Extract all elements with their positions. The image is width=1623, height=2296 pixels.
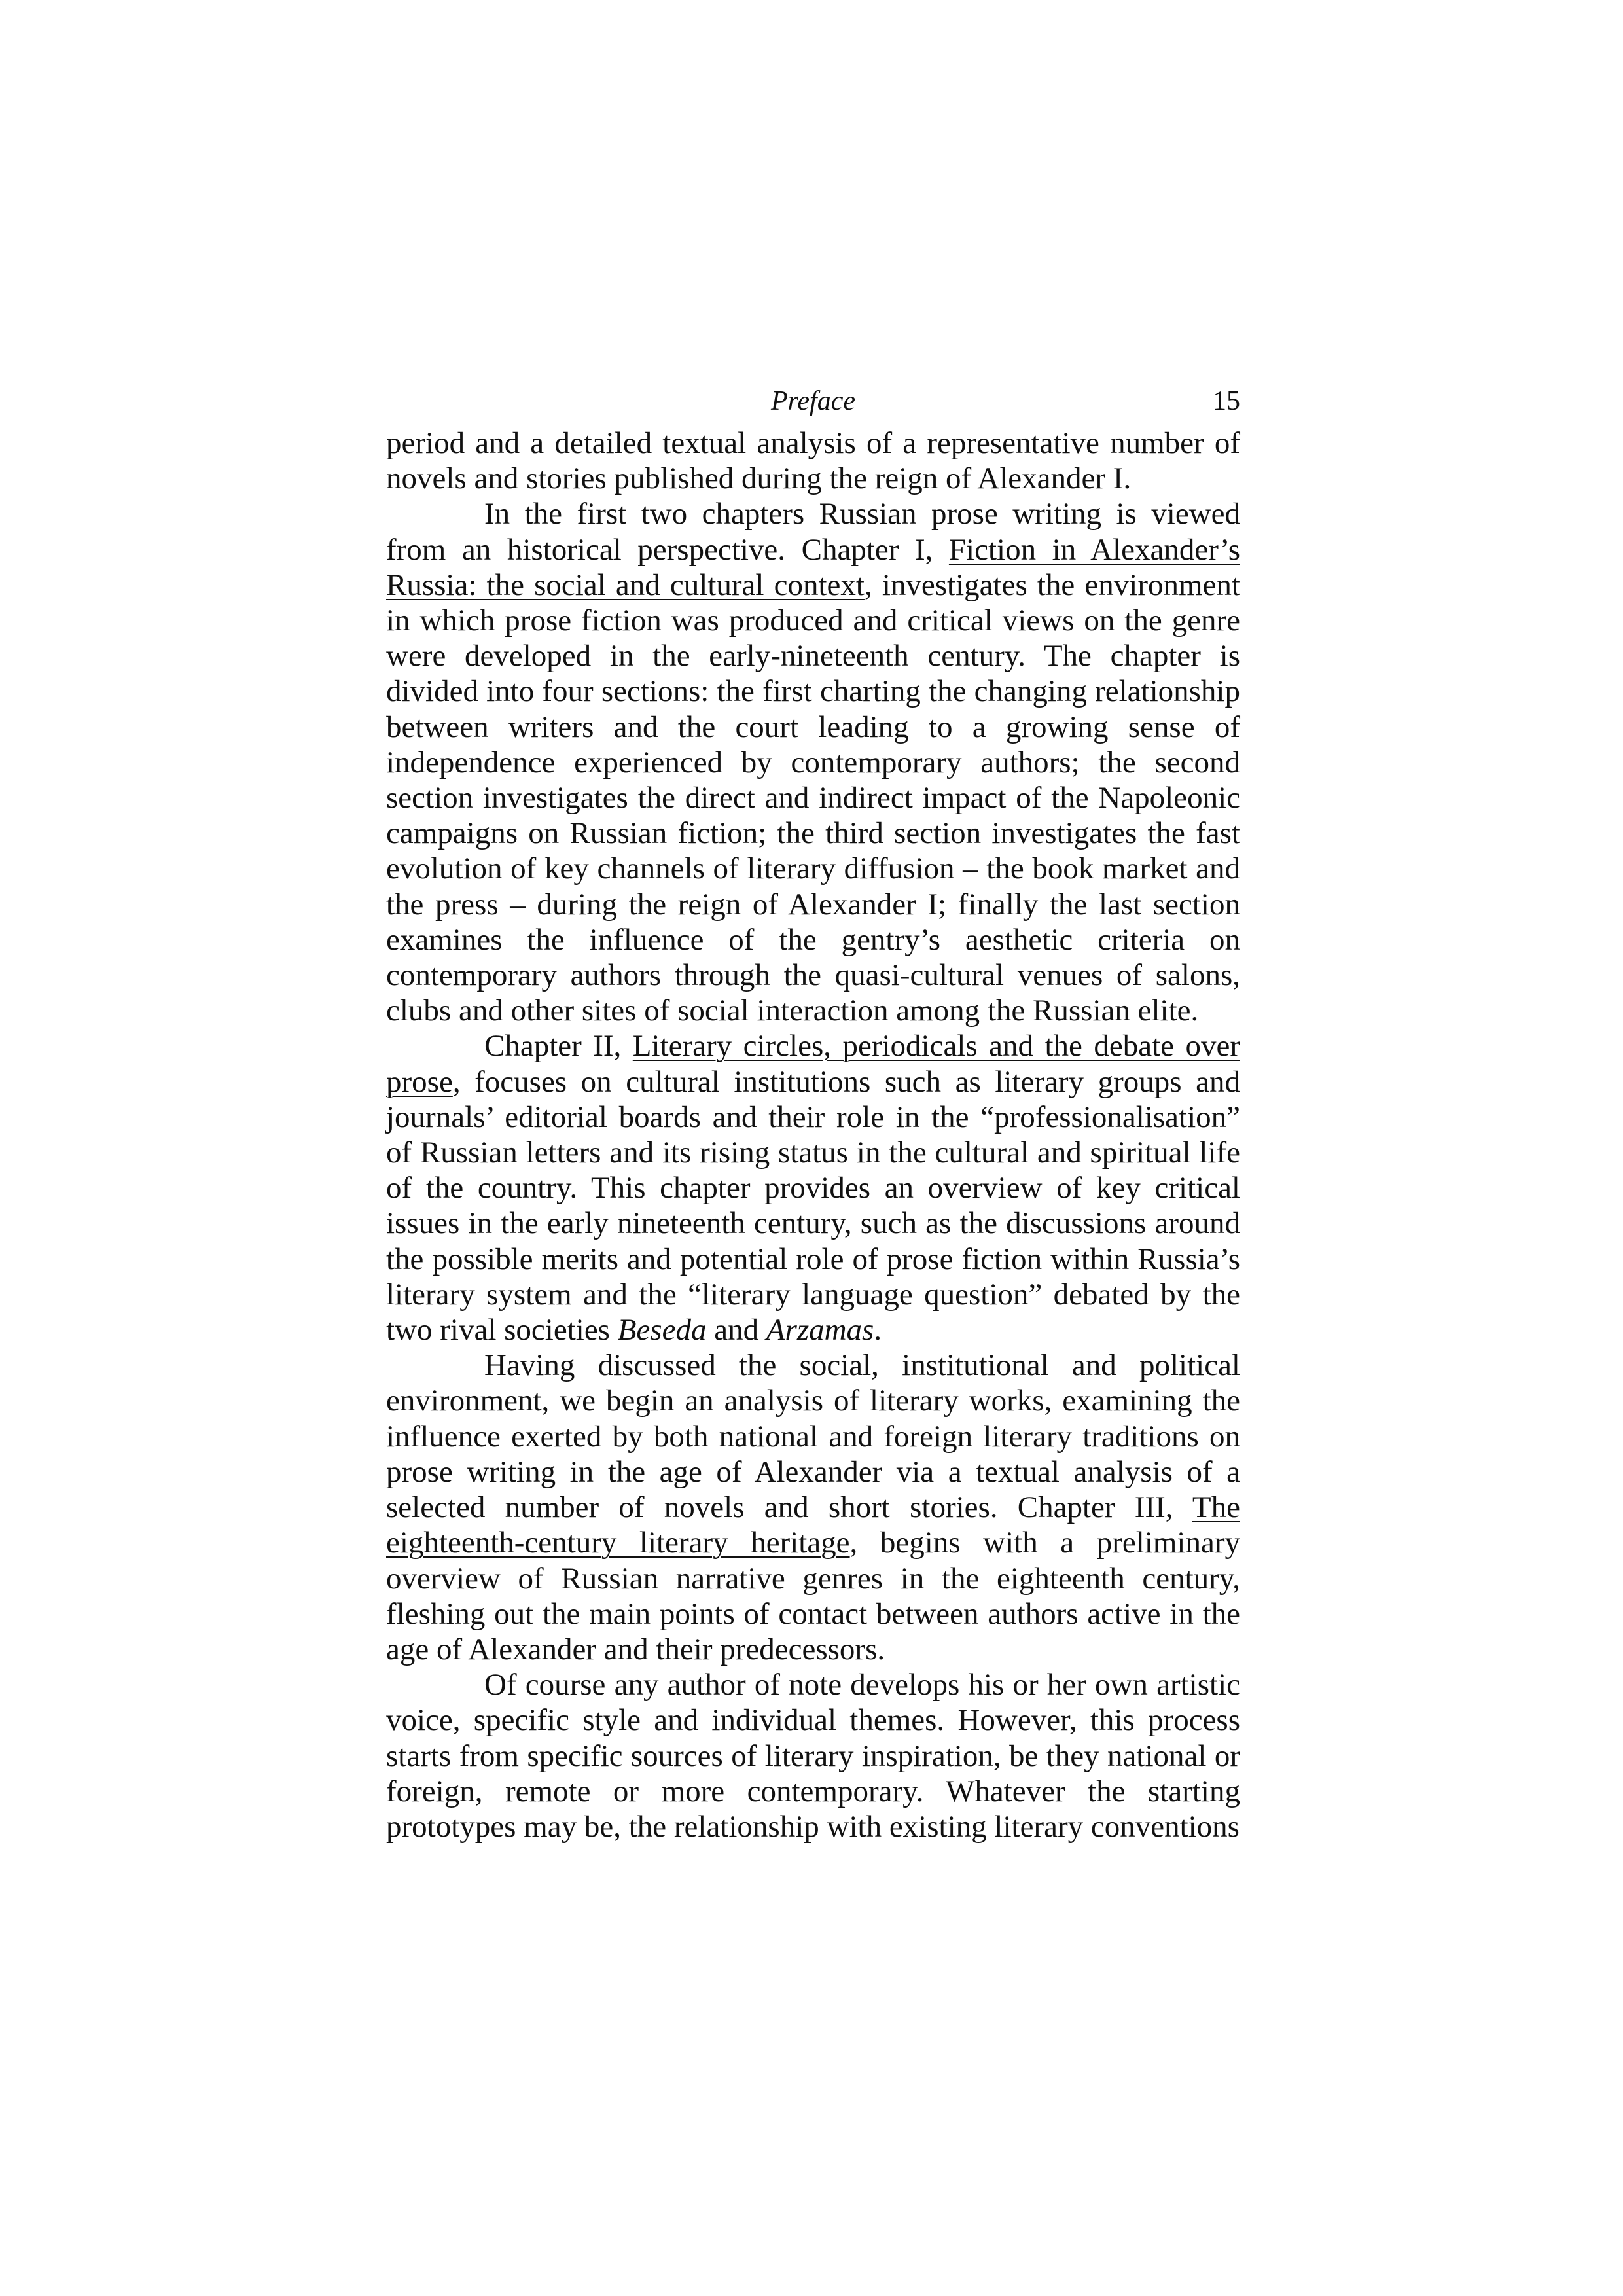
text-span: .	[874, 1313, 882, 1348]
paragraph	[386, 1348, 1240, 1667]
text-span: , focuses on cultural institutions such as literary groups and journals’ editorial boards and their role in the “professionalisation” of Russian letters and its rising status in the cultural and spiritual life of the country. This chapter provides an overview of key critical issues in the early nineteenth century, such as the discussions around the possible merits and potential role of prose fiction within Russia’s literary system and the “literary language question” debated by the two rival societies	[386, 1064, 1240, 1348]
text-span: Chapter II,	[484, 1029, 633, 1064]
body-text	[386, 425, 1240, 1844]
text-span: and	[706, 1313, 766, 1348]
chapter-title-underlined: Fiction in Alexander’s Russia: the social and cultural context	[386, 532, 1240, 602]
running-head-title: Preface	[770, 386, 856, 416]
text-span: In the first two chapters Russian prose writing is viewed from an historical perspective. Chapter I,	[386, 497, 1240, 567]
page-number: 15	[1213, 386, 1240, 416]
chapter-title-underlined: The eighteenth-century literary heritage	[386, 1490, 1240, 1560]
text-span: Of course any author of note develops his or her own artistic voice, specific style and individual themes. However, this process starts from specific sources of literary inspiration, be they national or foreign, remote or more contemporary. Whatever the starting prototypes may be, the relationship with existing literary conventions	[386, 1668, 1240, 1844]
paragraph	[386, 496, 1240, 1028]
chapter-title-underlined: Literary circles, periodicals and the debate over prose	[386, 1029, 1240, 1099]
text-span: , begins with a preliminary overview of Russian narrative genres in the eighteenth century, fleshing out the main points of contact between authors active in the age of Alexander and their predecessors.	[386, 1526, 1240, 1666]
paragraph	[386, 1667, 1240, 1844]
text-span: period and a detailed textual analysis of a representative number of novels and stories published during the reign of Alexander I.	[386, 426, 1240, 496]
italic-term: Beseda	[617, 1313, 707, 1348]
text-span: Having discussed the social, institutional and political environment, we begin an analysis of literary works, examining the influence exerted by both national and foreign literary traditions on prose writing in the age of Alexander via a textual analysis of a selected number of novels and short stories. Chapter III,	[386, 1348, 1240, 1525]
running-head	[386, 378, 1240, 424]
italic-term: Arzamas	[766, 1313, 874, 1348]
paragraph	[386, 1028, 1240, 1348]
paragraph	[386, 425, 1240, 496]
text-span: , investigates the environment in which prose fiction was produced and critical views on the genre were developed in the early-nineteenth century. The chapter is divided into four sections: the first charting the changing relationship between writers and the court leading to a growing sense of independence experienced by contemporary authors; the second section investigates the direct and indirect impact of the Napoleonic campaigns on Russian fiction; the third section investigates the fast evolution of key channels of literary diffusion – the book market and the press – during the reign of Alexander I; finally the last section examines the influence of the gentry’s aesthetic criteria on contemporary authors through the quasi-cultural venues of salons, clubs and other sites of social interaction among the Russian elite.	[386, 567, 1240, 1028]
